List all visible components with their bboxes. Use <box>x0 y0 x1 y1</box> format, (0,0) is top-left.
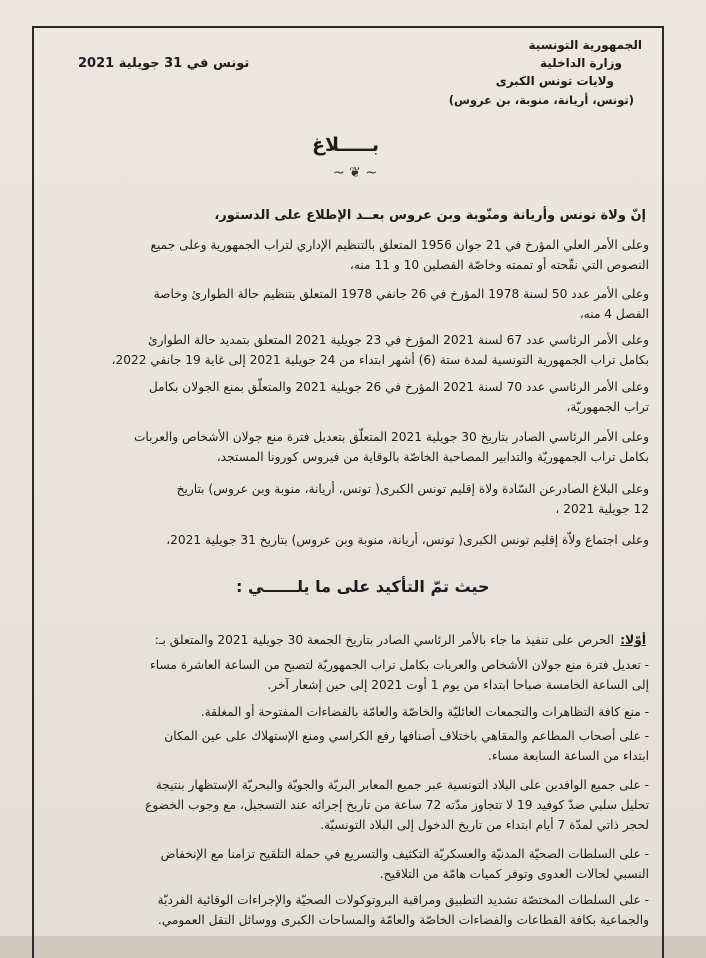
curfew-item-line-1: - تعديل فترة منع جولان الأشخاص والعربات بكامل تراب الجمهوريّة لتصبح من الساعة العاشرة مساء <box>150 658 649 672</box>
header-ministry: وزارة الداخلية <box>539 56 622 70</box>
communique-line-2: 12 جويلية 2021 ، <box>555 502 649 516</box>
decree-67-line-2: بكامل تراب الجمهورية التونسية لمدة ستة (6) أشهر ابتداء من 24 جويلية 2021 إلى غاية 19 جانفي 2022، <box>111 353 649 367</box>
decree-30-july-line-1: وعلى الأمر الرئاسي الصادر بتاريخ 30 جويلية 2021 المتعلّق بتعديل فترة منع جولان الأشخاص والعربات <box>133 430 649 444</box>
intro-line: إنّ ولاة تونس وأريانة ومنّوبة وبن عروس بعــد الإطلاع على الدستور، <box>214 208 646 223</box>
affirmation-heading: حيث تمّ التأكيد على ما يلــــــي : <box>236 577 490 596</box>
vaccination-item-line-2: النسبي لحالات العدوى وتوفر كميات هامّة من التلاقيح. <box>379 867 649 881</box>
gatherings-item: - منع كافة التظاهرات والتجمعات العائليّة والخاصّة والعامّة بالفضاءات المفتوحة أو المغلقة. <box>200 705 649 719</box>
decree-1978-line-1: وعلى الأمر عدد 50 لسنة 1978 المؤرخ في 26 جانفي 1978 المتعلق بتنظيم حالة الطوارئ وخاصة <box>153 287 649 301</box>
document-date: تونس في 31 جويلية 2021 <box>78 56 250 71</box>
curfew-item-line-2: إلى الساعة الخامسة صباحا ابتداء من يوم 1 أوت 2021 إلى حين إشعار آخر. <box>267 678 649 692</box>
decree-1956-line-2: النصوص التي نقّحته أو تممته وخاصّة الفصلين 10 و 11 منه، <box>349 258 649 272</box>
decree-1956-line-1: وعلى الأمر العلي المؤرخ في 21 جوان 1956 المتعلق بالتنظيم الإداري لتراب الجمهورية وعلى جميع <box>150 238 649 252</box>
title-ornament: ~ ❦ ~ <box>333 165 378 181</box>
decree-1978-line-2: الفصل 4 منه، <box>579 307 649 321</box>
arrivals-item-line-3: لحجر ذاتي لمدّة 7 أيام ابتداء من تاريخ الدخول إلى البلاد التونسيّة. <box>320 818 649 832</box>
header-governorates: ولايات تونس الكبرى <box>495 74 614 88</box>
decree-67-line-1: وعلى الأمر الرئاسي عدد 67 لسنة 2021 المؤرخ في 23 جويلية 2021 المتعلق بتمديد حالة الطوارئ <box>148 333 649 347</box>
header-republic: الجمهورية التونسية <box>528 38 642 52</box>
vaccination-item-line-1: - على السلطات الصحيّة المدنيّة والعسكريّة التكثيف والتسريع في حملة التلقيح تزامنا مع الإنخفاض <box>160 847 649 861</box>
decree-70-line-2: تراب الجمهوريّة، <box>566 400 649 414</box>
protocols-item-line-2: والجماعية بكافة القطاعات والفضاءات الخاصّة والعامّة والمساحات الكبرى ووسائل النقل العمومي. <box>157 913 649 927</box>
protocols-item-line-1: - على السلطات المختصّة تشديد التطبيق ومراقبة البروتوكولات الصحيّة والإجراءات الوقائية الفرديّة <box>157 893 649 907</box>
document-title: بـــــلاغ <box>312 134 380 156</box>
header-governorates-list: (تونس، أريانة، منوبة، بن عروس) <box>448 93 634 107</box>
decree-70-line-1: وعلى الأمر الرئاسي عدد 70 لسنة 2021 المؤرخ في 26 جويلية 2021 والمتعلّق بمنع الجولان بكامل <box>148 380 649 394</box>
communique-line-1: وعلى البلاغ الصادرعن السّادة ولاة إقليم تونس الكبرى( تونس، أريانة، منوبة وبن عروس) بتاريخ <box>176 482 649 496</box>
section-first-label: أوّلا: <box>620 633 646 647</box>
restaurants-item-line-2: ابتداء من الساعة السابعة مساء. <box>488 749 649 763</box>
meeting-line: وعلى اجتماع ولاّة إقليم تونس الكبرى( تونس، أريانة، منوبة وبن عروس) بتاريخ 31 جويلية 2021، <box>166 533 649 547</box>
restaurants-item-line-1: - على أصحاب المطاعم والمقاهي باختلاف أصنافها رفع الكراسي ومنع الإستهلاك على عين المكان <box>164 729 649 743</box>
section-first-text: الحرص على تنفيذ ما جاء بالأمر الرئاسي الصادر بتاريخ الجمعة 30 جويلية 2021 والمتعلق بـ: <box>154 633 614 647</box>
arrivals-item-line-1: - على جميع الوافدين على البلاد التونسية عبر جميع المعابر البريّة والجويّة والبحريّة الإستظهار بنتيجة <box>155 778 649 792</box>
arrivals-item-line-2: تحليل سلبي ضدّ كوفيد 19 لا تتجاوز مدّته 72 ساعة من تاريخ إجرائه عند التسجيل، مع وجوب الخضوع <box>145 798 649 812</box>
decree-30-july-line-2: بكامل تراب الجمهوريّة والتدابير المصاحبة الخاصّة بالوقاية من فيروس كورونا المستجد، <box>216 450 649 464</box>
